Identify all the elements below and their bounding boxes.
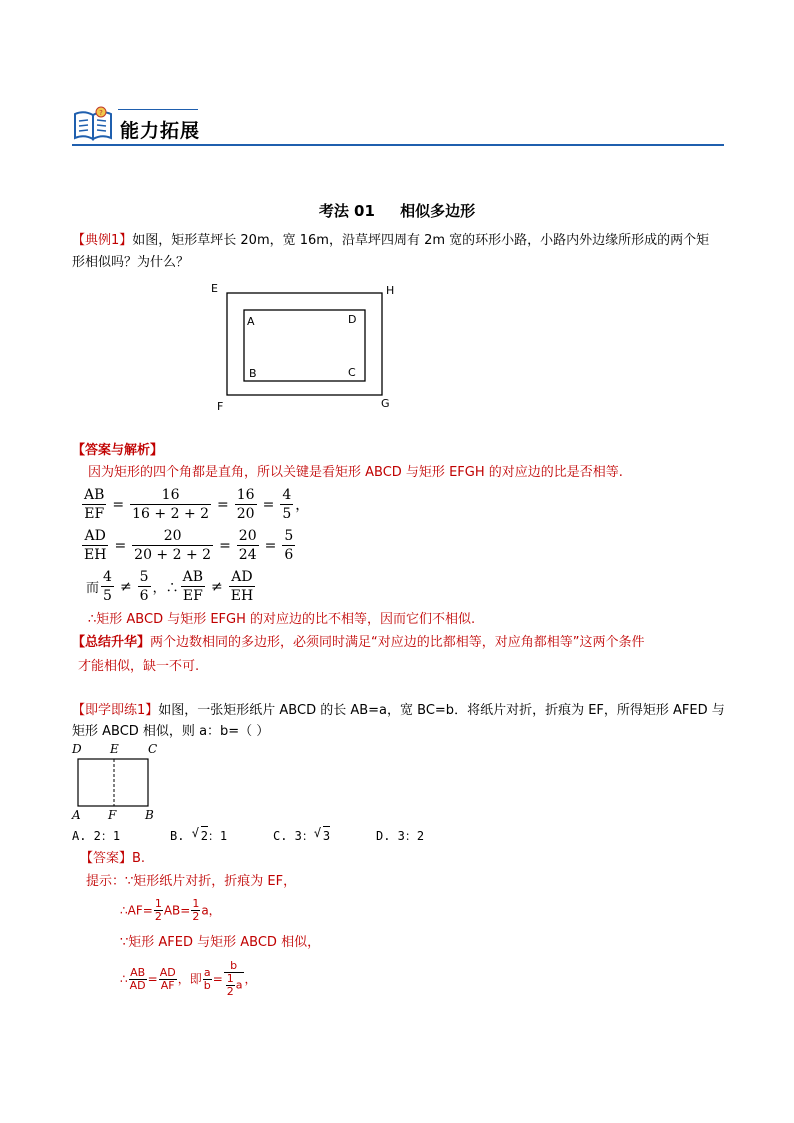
label-C: C — [348, 366, 356, 379]
example1-figure — [210, 283, 405, 413]
options-row — [72, 826, 424, 845]
practice1-tag: 【即学即练1】 — [72, 703, 159, 718]
book-icon — [72, 106, 116, 144]
equation-ab-ef: $\frac{AB}{EF}$ = $\frac{16}{16 + 2 + 2}$ = $\frac{16}{20}$ = $\frac{4}{5}$ ， — [84, 487, 310, 522]
label-F2: F — [108, 808, 117, 822]
option-d: D. 3：2 — [376, 829, 425, 843]
answer1-heading: 【答案与解析】 — [72, 443, 164, 458]
topic-number: 考法 01 — [318, 202, 375, 220]
answer1-conclusion: ∴矩形 ABCD 与矩形 EFGH 的对应边的比不相等，因而它们不相似. — [88, 612, 476, 627]
label-E: E — [211, 282, 218, 295]
option-b: B. √ 2：1 — [170, 826, 273, 845]
label-D2: D — [72, 742, 82, 756]
svg-text:?: ? — [99, 109, 103, 117]
example1-text1: 如图，矩形草坪长 20m，宽 16m，沿草坪四周有 2m 宽的环形小路，小路内外边缘所形成的两个矩 — [132, 233, 710, 248]
example1-tag: 【典例1】 — [72, 233, 133, 248]
practice1-figure — [72, 742, 162, 824]
practice1-text1: 如图，一张矩形纸片 ABCD 的长 AB=a，宽 BC=b．将纸片对折，折痕为 EF，所得矩形 AFED 与 — [158, 703, 725, 718]
label-G: G — [381, 397, 390, 410]
summary-tag: 【总结升华】 — [72, 635, 151, 650]
option-a: A. 2：1 — [72, 829, 121, 843]
answer1-intro: 因为矩形的四个角都是直角，所以关键是看矩形 ABCD 与矩形 EFGH 的对应边的比是否相等. — [88, 465, 623, 480]
option-c: C. 3：√ 3 — [273, 826, 376, 845]
label-H: H — [386, 284, 395, 297]
equation-ad-eh: $\frac{AD}{EH}$ = $\frac{20}{20 + 2 + 2}$ = $\frac{20}{24}$ = $\frac{5}{6}$ — [84, 528, 294, 563]
section-title: 能力拓展 — [120, 120, 201, 142]
answer2-hint: 提示：∵矩形纸片对折，折痕为 EF， — [86, 874, 297, 889]
inequality-line: 而 $\frac{4}{5}$ ≠ $\frac{5}{6}$ ，∴ $\frac{AB}{EF}$ ≠ $\frac{AD}{EH}$ — [86, 569, 254, 604]
practice1-line1 — [72, 701, 725, 721]
summary-line1 — [72, 633, 645, 653]
topic-title — [0, 200, 794, 221]
inner-rectangle — [244, 310, 365, 381]
af-equation: ∴AF= $\frac{1}{2}$ AB= $\frac{1}{2}$ a， — [120, 897, 221, 923]
label-B: B — [249, 367, 257, 380]
header-divider — [72, 144, 724, 146]
label-B2: B — [145, 808, 154, 822]
answer2-similar: ∵矩形 AFED 与矩形 ABCD 相似， — [120, 935, 321, 950]
example1-line1 — [72, 231, 709, 251]
summary-text1: 两个边数相同的多边形，必须同时满足“对应边的比都相等，对应角都相等”这两个条件 — [150, 635, 645, 650]
practice1-line2: 矩形 ABCD 相似，则 a：b=（ ） — [72, 724, 270, 739]
label-D: D — [348, 313, 357, 326]
label-C2: C — [148, 742, 158, 756]
label-A2: A — [72, 808, 81, 822]
header-accent-rule — [118, 109, 198, 110]
paper-rectangle — [78, 759, 148, 806]
example1-line2: 形相似吗？为什么？ — [72, 255, 190, 270]
label-E2: E — [110, 742, 119, 756]
ratio-equation: ∴ $\frac{AB}{AD}$ = $\frac{AD}{AF}$ ，即 $\frac{a}{b}$ = b $\frac{1}{2}$ a ， — [120, 959, 257, 998]
answer2-heading: 【答案】B. — [80, 851, 146, 866]
label-A: A — [247, 315, 255, 328]
summary-line2: 才能相似，缺一不可. — [78, 659, 200, 674]
label-F: F — [217, 400, 224, 413]
topic-name: 相似多边形 — [400, 202, 476, 220]
